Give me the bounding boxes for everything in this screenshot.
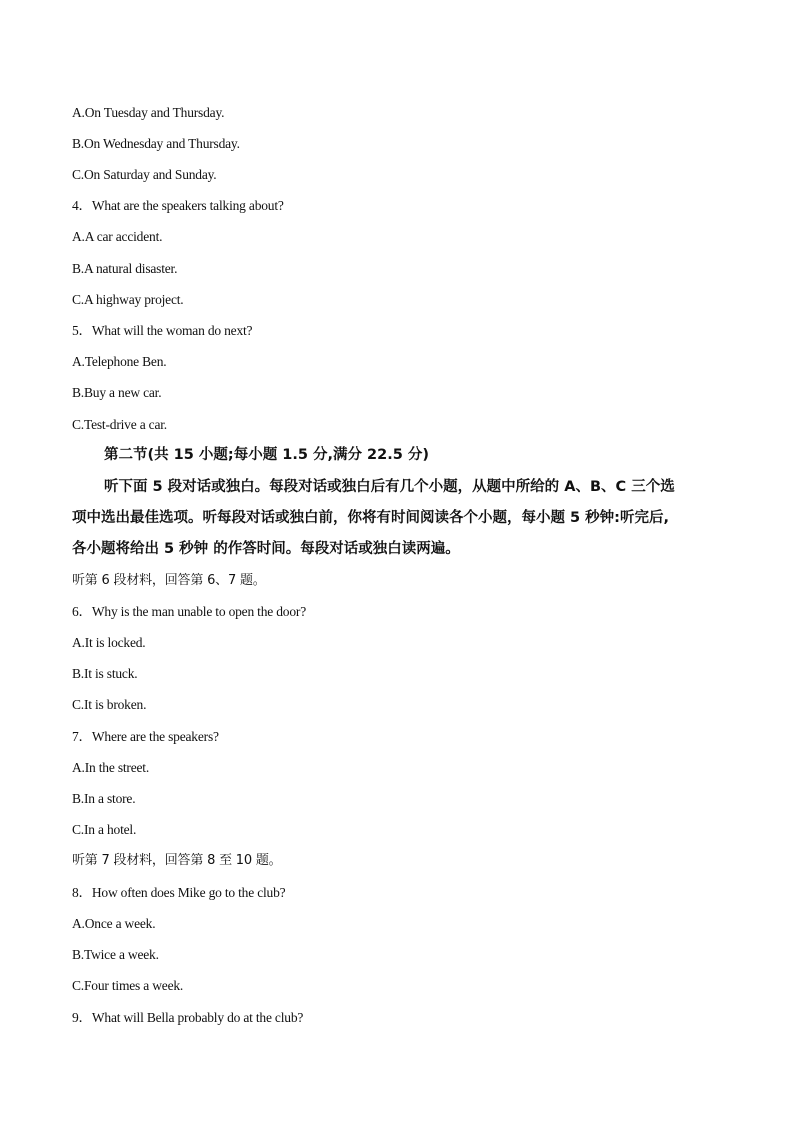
q5-option-a: A.Telephone Ben.	[72, 354, 167, 369]
q7-option-b: B.In a store.	[72, 791, 136, 806]
q4-question: 4．What are the speakers talking about?	[72, 198, 284, 213]
q8-option-b: B.Twice a week.	[72, 947, 159, 962]
q4-option-b: B.A natural disaster.	[72, 261, 178, 276]
instruction-line-2: 项中选出最佳选项。听每段对话或独白前，你将有时间阅读各个小题，每小题 5 秒钟:听完后,	[72, 510, 669, 526]
q6-question: 6．Why is the man unable to open the door?	[72, 604, 306, 619]
instruction-line-1: 听下面 5 段对话或独白。每段对话或独白后有几个小题，从题中所给的 A、B、C 三个选	[104, 479, 675, 495]
q8-question: 8．How often does Mike go to the club?	[72, 885, 286, 900]
q4-option-c: C.A highway project.	[72, 292, 184, 307]
q5-question: 5．What will the woman do next?	[72, 323, 253, 338]
q9-question: 9．What will Bella probably do at the club?	[72, 1010, 304, 1025]
material-7-header: 听第 7 段材料，回答第 8 至 10 题。	[72, 853, 282, 868]
q4-option-a: A.A car accident.	[72, 229, 163, 244]
q5-option-b: B.Buy a new car.	[72, 385, 162, 400]
instruction-line-3: 各小题将给出 5 秒钟 的作答时间。每段对话或独白读两遍。	[72, 541, 460, 557]
q8-option-c: C.Four times a week.	[72, 978, 184, 993]
q7-option-a: A.In the street.	[72, 760, 150, 775]
q5-option-c: C.Test-drive a car.	[72, 417, 167, 432]
q3-option-b: B.On Wednesday and Thursday.	[72, 136, 240, 151]
q3-option-c: C.On Saturday and Sunday.	[72, 167, 217, 182]
section-title: 第二节(共 15 小题;每小题 1.5 分,满分 22.5 分)	[104, 447, 429, 463]
q6-option-c: C.It is broken.	[72, 697, 147, 712]
q7-question: 7．Where are the speakers?	[72, 729, 219, 744]
q6-option-a: A.It is locked.	[72, 635, 146, 650]
q6-option-b: B.It is stuck.	[72, 666, 138, 681]
q8-option-a: A.Once a week.	[72, 916, 156, 931]
q7-option-c: C.In a hotel.	[72, 822, 137, 837]
q3-option-a: A.On Tuesday and Thursday.	[72, 105, 225, 120]
material-6-header: 听第 6 段材料，回答第 6、7 题。	[72, 573, 266, 588]
